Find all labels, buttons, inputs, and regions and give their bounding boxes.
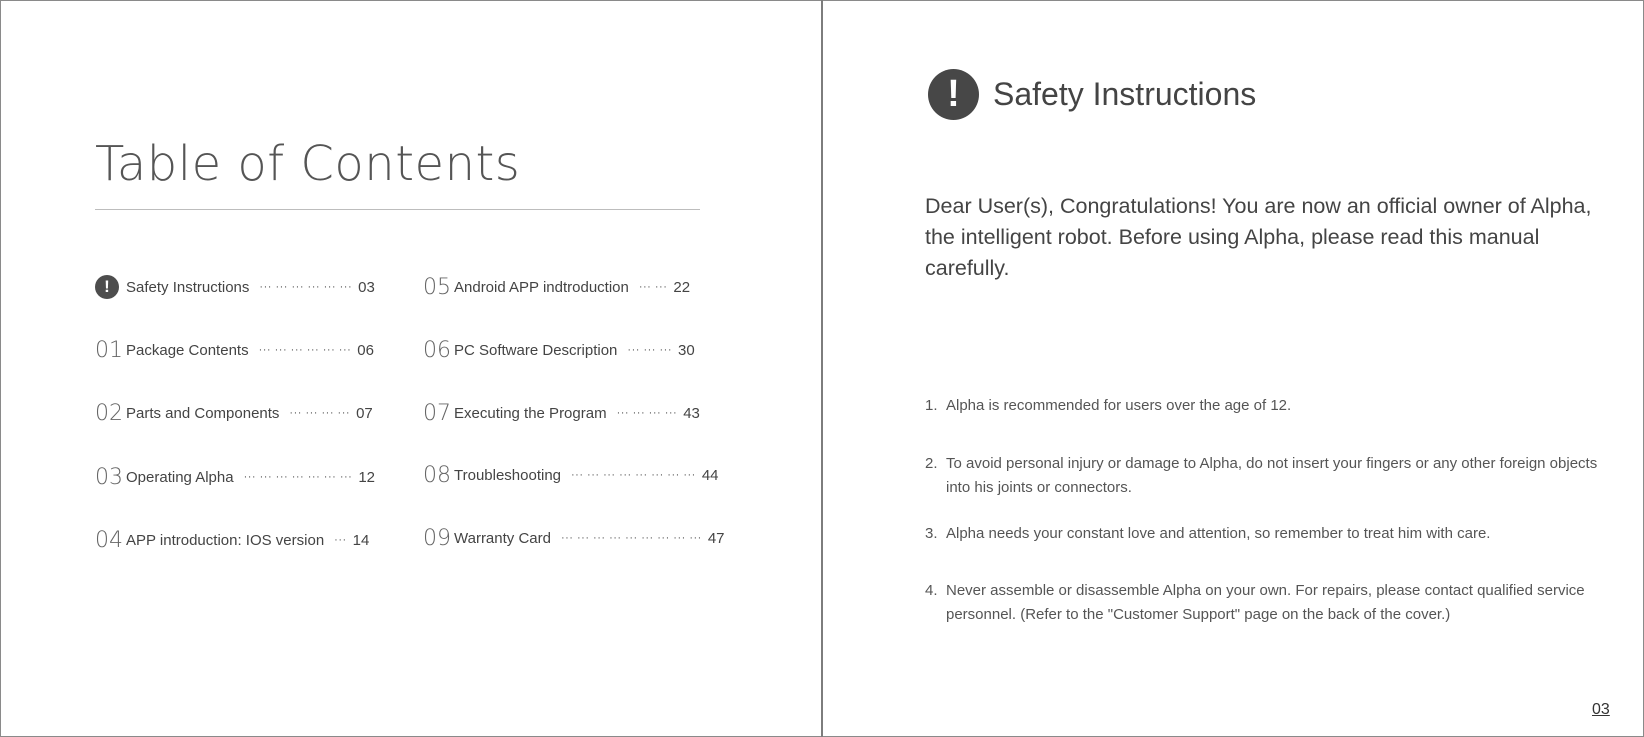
page-number: 03 (1592, 701, 1610, 718)
toc-section-number: 09 (423, 525, 451, 551)
rule-text: Alpha needs your constant love and attention, so remember to treat him with care. (946, 525, 1491, 542)
toc-item-package-contents[interactable] (95, 335, 374, 365)
toc-item-safety[interactable] (95, 272, 375, 302)
safety-rule (925, 452, 1605, 500)
toc-section-number: 02 (95, 400, 123, 426)
toc-page-number: 12 (358, 468, 376, 486)
exclamation-icon: ! (928, 69, 979, 120)
toc-page-number: 03 (358, 278, 375, 296)
toc-leader-dots: ··· ··· ··· ··· ··· ··· (258, 344, 352, 356)
toc-page-number: 14 (352, 531, 370, 549)
rule-number: 4. (925, 582, 938, 599)
toc-leader-dots: ··· ··· (638, 281, 668, 293)
toc-leader-dots: ··· ··· ··· ··· ··· ··· ··· ··· (571, 469, 696, 481)
section-title: Safety Instructions (993, 76, 1257, 112)
toc-item-troubleshooting[interactable] (423, 460, 719, 490)
toc-section-number: 03 (95, 464, 123, 490)
toc-page-number: 22 (673, 278, 691, 296)
toc-page-number: 43 (683, 404, 700, 422)
toc-item-label: Executing the Program (454, 404, 607, 422)
toc-section-number: 07 (423, 400, 451, 426)
toc-section-number: 05 (423, 274, 451, 300)
toc-section-number: 04 (95, 527, 123, 553)
rule-number: 3. (925, 525, 938, 542)
toc-leader-dots: ··· ··· ··· ··· (616, 407, 678, 419)
toc-leader-dots: ··· ··· ··· ··· ··· ··· ··· (243, 471, 353, 483)
toc-item-warranty-card[interactable] (423, 523, 725, 553)
rule-text: Never assemble or disassemble Alpha on your own. For repairs, please contact qualified service personnel. (Refer to the "Customer Support" page on the back of the cover.) (946, 582, 1585, 623)
toc-section-number: 06 (423, 337, 451, 363)
toc-title-underline (95, 209, 700, 210)
intro-paragraph: Dear User(s), Congratulations! You are now an official owner of Alpha, the intelligent robot. Before using Alpha, please read this manual carefully. (925, 194, 1592, 280)
toc-item-label: Troubleshooting (454, 466, 562, 484)
toc-page-number: 30 (678, 341, 695, 359)
toc-page-number: 07 (356, 404, 373, 422)
page-divider (821, 0, 823, 737)
safety-rule (925, 394, 1605, 418)
toc-leader-dots: ··· ··· ··· ··· (289, 407, 351, 419)
toc-item-label: PC Software Description (454, 341, 618, 359)
toc-item-label: APP introduction: IOS version (126, 531, 325, 549)
toc-item-label: Android APP indtroduction (454, 278, 629, 296)
safety-rule (925, 522, 1605, 546)
rule-text: To avoid personal injury or damage to Alpha, do not insert your fingers or any other foreign objects into his joints or connectors. (946, 455, 1598, 496)
toc-leader-dots: ··· ··· ··· ··· ··· ··· (259, 281, 353, 293)
rule-text: Alpha is recommended for users over the age of 12. (946, 397, 1292, 414)
exclamation-icon: ! (95, 275, 119, 299)
toc-item-label: Operating Alpha (126, 468, 234, 486)
toc-page-number: 47 (707, 529, 725, 547)
toc-item-parts-components[interactable] (95, 398, 373, 428)
toc-item-label: Package Contents (126, 341, 249, 359)
toc-item-pc-software[interactable] (423, 335, 695, 365)
toc-section-number: 01 (95, 337, 123, 363)
toc-item-ios-app[interactable] (95, 525, 369, 555)
rule-number: 2. (925, 455, 938, 472)
toc-item-operating-alpha[interactable] (95, 462, 375, 492)
toc-page-number: 44 (701, 466, 719, 484)
toc-section-number: 08 (423, 462, 451, 488)
toc-title: Table of Contents (95, 136, 521, 192)
toc-leader-dots: ··· ··· ··· ··· ··· ··· ··· ··· ··· (560, 532, 702, 544)
rule-number: 1. (925, 397, 938, 414)
toc-item-label: Safety Instructions (126, 278, 250, 296)
toc-leader-dots: ··· (334, 534, 347, 546)
toc-page-number: 06 (357, 341, 374, 359)
toc-item-executing-program[interactable] (423, 398, 700, 428)
toc-item-label: Warranty Card (454, 529, 551, 547)
toc-item-label: Parts and Components (126, 404, 280, 422)
toc-leader-dots: ··· ··· ··· (627, 344, 672, 356)
safety-rule (925, 579, 1605, 627)
toc-item-android-app[interactable] (423, 272, 690, 302)
